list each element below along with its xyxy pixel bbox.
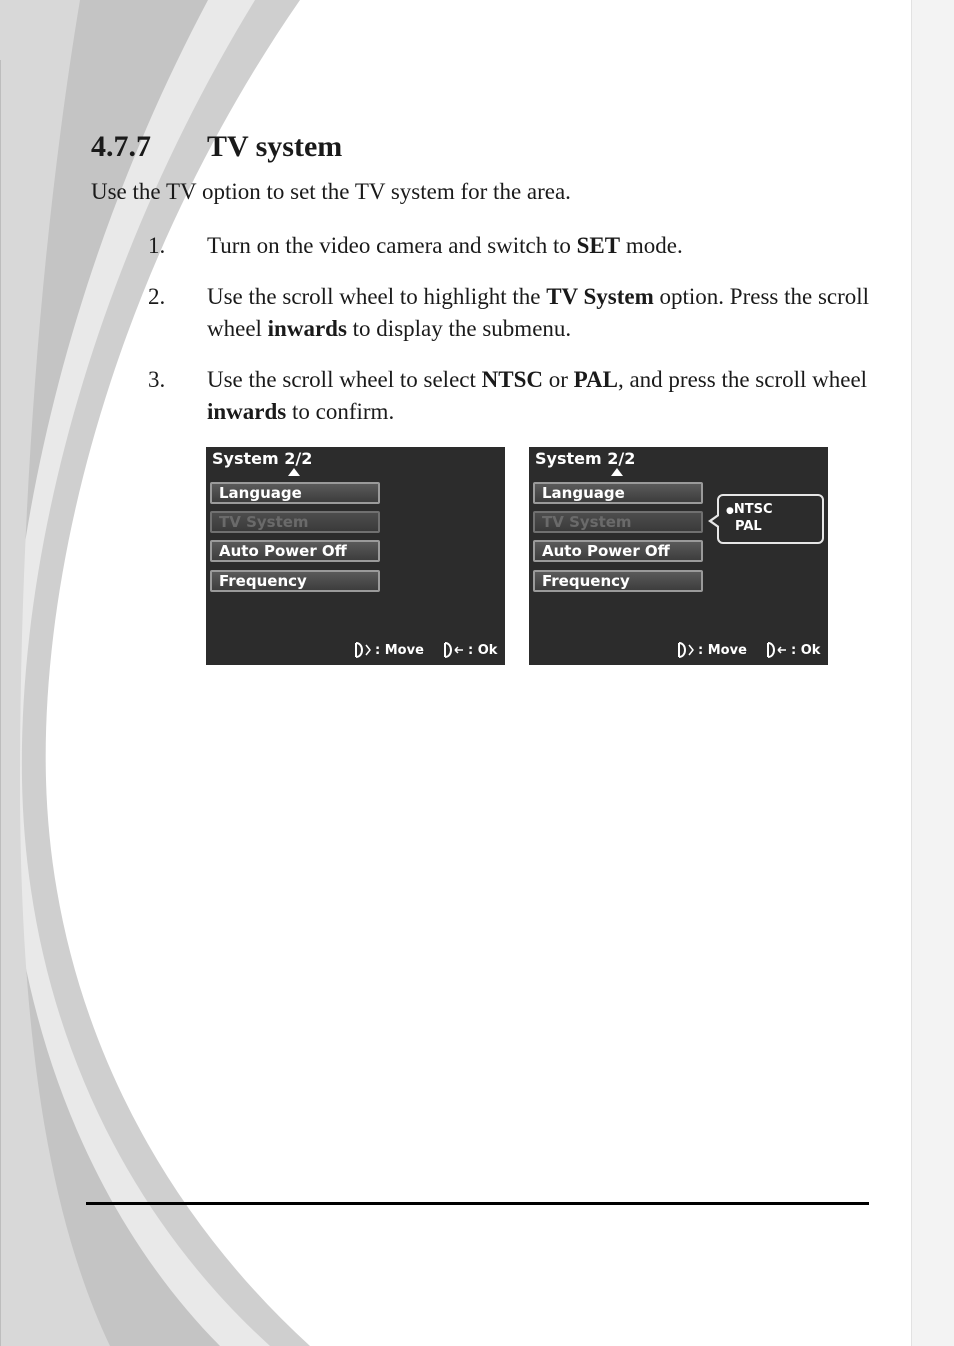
section-number: 4.7.7 <box>91 130 151 163</box>
step-text <box>207 230 877 262</box>
step-text-segment: Use the scroll wheel to select <box>207 367 482 392</box>
menu-item-auto-power-off[interactable]: Auto Power Off <box>210 540 380 562</box>
move-hint-label: : Move <box>375 642 424 658</box>
submenu-option-pal[interactable]: PAL <box>735 519 762 534</box>
press-wheel-icon <box>766 641 788 659</box>
scroll-wheel-icon <box>677 641 695 659</box>
screen-title: System 2/2 <box>212 449 313 468</box>
bold-term: SET <box>576 233 621 258</box>
menu-item-language[interactable]: Language <box>533 482 703 504</box>
section-title: TV system <box>207 130 343 163</box>
radio-dot-icon: ● <box>726 506 734 516</box>
ok-hint-label: : Ok <box>791 642 821 658</box>
scroll-up-arrow-icon <box>288 468 300 476</box>
step-text <box>207 364 877 428</box>
step-number: 3. <box>148 367 166 392</box>
step-text <box>207 281 877 345</box>
move-hint <box>677 641 747 659</box>
move-hint-label: : Move <box>698 642 747 658</box>
screen-title: System 2/2 <box>535 449 636 468</box>
submenu-pointer-inner <box>712 516 719 526</box>
submenu-option-ntsc[interactable] <box>726 502 773 517</box>
menu-item-language[interactable]: Language <box>210 482 380 504</box>
menu-item-frequency[interactable]: Frequency <box>210 570 380 592</box>
ok-hint-label: : Ok <box>468 642 498 658</box>
step-text-segment: to confirm. <box>286 399 395 424</box>
press-wheel-icon <box>443 641 465 659</box>
menu-item-frequency[interactable]: Frequency <box>533 570 703 592</box>
ok-hint <box>766 641 820 659</box>
step-text-segment: to display the submenu. <box>346 316 572 341</box>
move-hint <box>354 641 424 659</box>
intro-paragraph: Use the TV option to set the TV system for the area. <box>91 179 571 204</box>
bold-term: inwards <box>267 316 347 341</box>
scroll-up-arrow-icon <box>611 468 623 476</box>
bold-term: PAL <box>573 367 618 392</box>
footer-rule <box>86 1202 869 1205</box>
menu-item-auto-power-off[interactable]: Auto Power Off <box>533 540 703 562</box>
bold-term: NTSC <box>481 367 543 392</box>
step-text-segment: Use the scroll wheel to highlight the <box>207 284 547 309</box>
ok-hint <box>443 641 497 659</box>
step-number: 2. <box>148 284 166 309</box>
bold-term: inwards <box>207 399 287 424</box>
page-edge-strip <box>911 0 954 1346</box>
step-text-segment: mode. <box>620 233 683 258</box>
step-text-segment: option. Press the scroll wheel <box>207 284 870 341</box>
step-number: 1. <box>148 233 166 258</box>
step-text-segment: Turn on the video camera and switch to <box>207 233 577 258</box>
tv-system-submenu <box>717 494 824 544</box>
step-text-segment: , and press the scroll wheel <box>617 367 868 392</box>
step-text-segment: or <box>543 367 574 392</box>
option-label: NTSC <box>733 502 773 517</box>
camera-screen-menu <box>206 447 505 665</box>
menu-item-tv-system[interactable]: TV System <box>210 511 380 533</box>
camera-screen-submenu <box>529 447 828 665</box>
section-heading <box>91 130 342 164</box>
scroll-wheel-icon <box>354 641 372 659</box>
menu-item-tv-system[interactable]: TV System <box>533 511 703 533</box>
bold-term: TV System <box>546 284 654 309</box>
